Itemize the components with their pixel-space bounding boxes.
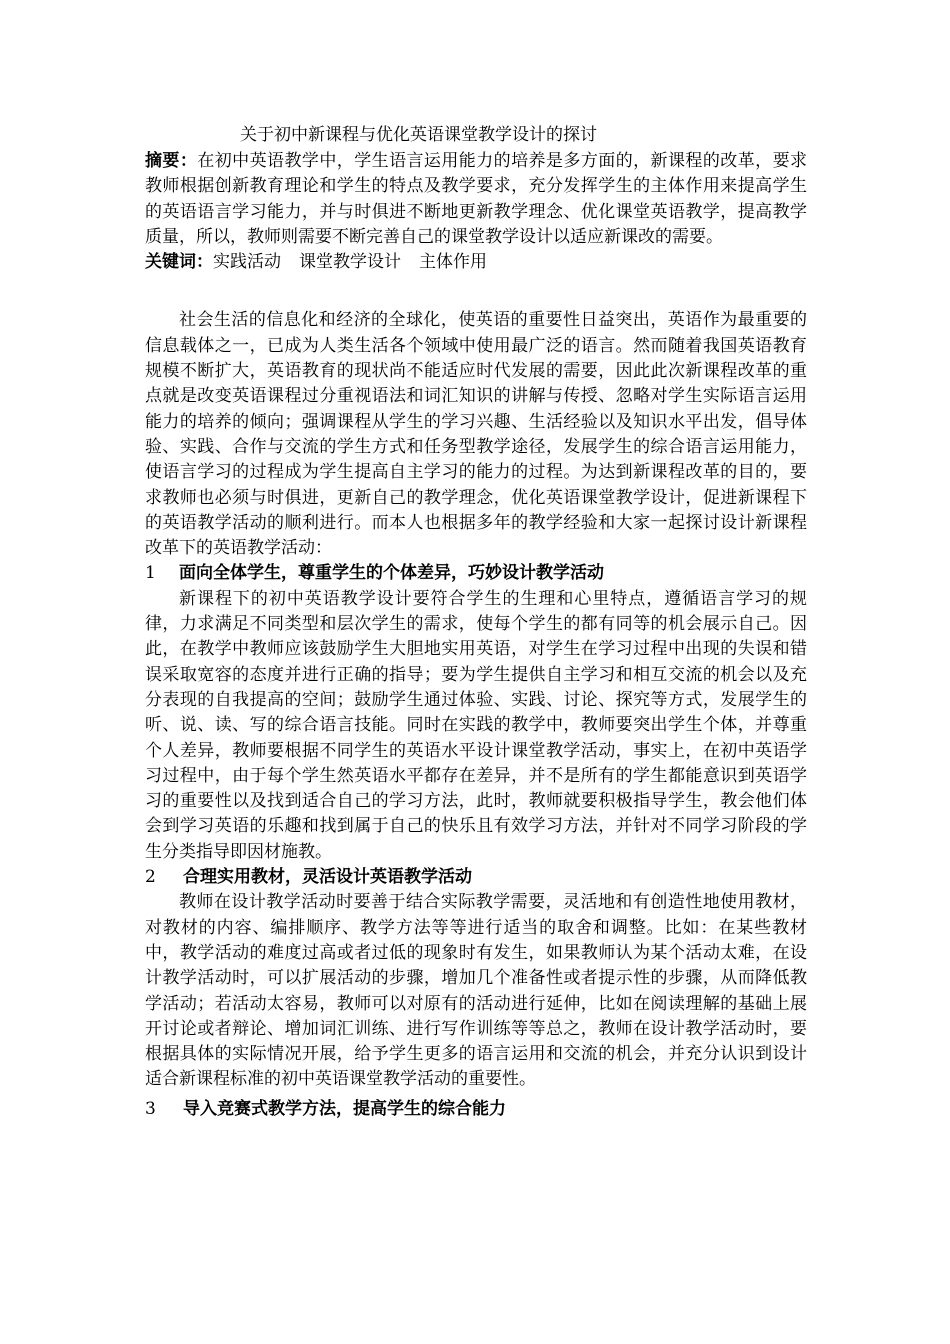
section-number: 1 xyxy=(145,563,156,584)
section-heading-1 xyxy=(145,561,807,586)
section-title: 合理实用教材，灵活设计英语教学活动 xyxy=(183,867,472,888)
section-body-1: 新课程下的初中英语教学设计要符合学生的生理和心里特点，遵循语言学习的规律，力求满足不同类型和层次学生的需求，使每个学生的都有同等的机会展示自己。因此，在教学中教师应该鼓励学生大胆地实用英语，对学生在学习过程中出现的失误和错误采取宽容的态度并进行正确的指导；要为学生提供自主学习和相互交流的机会以及充分表现的自我提高的空间；鼓励学生通过体验、实践、讨论、探究等方式，发展学生的听、说、读、写的综合语言技能。同时在实践的教学中，教师要突出学生个体，并尊重个人差异，教师要根据不同学生的英语水平设计课堂教学活动，事实上，在初中英语学习过程中，由于每个学生然英语水平都存在差异，并不是所有的学生都能意识到英语学习的重要性以及找到适合自己的学习方法，此时，教师就要积极指导学生，教会他们体会到学习英语的乐趣和找到属于自己的快乐且有效学习方法，并针对不同学习阶段的学生分类指导即因材施教。 xyxy=(145,588,807,862)
keywords xyxy=(145,250,807,275)
abstract xyxy=(145,149,807,250)
section-title: 导入竞赛式教学方法，提高学生的综合能力 xyxy=(183,1098,506,1119)
document-body xyxy=(145,122,807,1122)
document-title: 关于初中新课程与优化英语课堂教学设计的探讨 xyxy=(240,125,597,145)
section-number: 3 xyxy=(145,1098,156,1119)
keyword-item: 课堂教学设计 xyxy=(299,252,401,273)
section-heading-3 xyxy=(145,1097,807,1122)
abstract-label: 摘要： xyxy=(145,151,198,171)
keyword-item: 主体作用 xyxy=(419,252,487,273)
section-body-2: 教师在设计教学活动时要善于结合实际教学需要，灵活地和有创造性地使用教材，对教材的内容、编排顺序、教学方法等等进行适当的取舍和调整。比如：在某些教材中，教学活动的难度过高或者过低的现象时有发生，如果教师认为某个活动太难，在设计教学活动时，可以扩展活动的步骤，增加几个准备性或者提示性的步骤，从而降低教学活动；若活动太容易，教师可以对原有的活动进行延伸，比如在阅读理解的基础上展开讨论或者辩论、增加词汇训练、进行写作训练等等总之，教师在设计教学活动时，要根据具体的实际情况开展，给予学生更多的语言运用和交流的机会，并充分认识到设计适合新课程标准的初中英语课堂教学活动的重要性。 xyxy=(145,892,807,1090)
intro-paragraph: 社会生活的信息化和经济的全球化，使英语的重要性日益突出，英语作为最重要的信息载体之一，已成为人类生活各个领域中使用最广泛的语言。然而随着我国英语教育规模不断扩大，英语教育的现状尚不能适应时代发展的需要，因此此次新课程改革的重点就是改变英语课程过分重视语法和词汇知识的讲解与传授、忽略对学生实际语言运用能力的培养的倾向；强调课程从学生的学习兴趣、生活经验以及知识水平出发，倡导体验、实践、合作与交流的学生方式和任务型教学途径，发展学生的综合语言运用能力，使语言学习的过程成为学生提高自主学习的能力的过程。为达到新课程改革的目的，要求教师也必须与时俱进，更新自己的教学理念，优化英语课堂教学设计，促进新课程下的英语教学活动的顺利进行。而本人也根据多年的教学经验和大家一起探讨设计新课程改革下的英语教学活动： xyxy=(145,310,807,559)
keyword-item: 实践活动 xyxy=(213,252,281,273)
paragraph-gap xyxy=(145,275,807,308)
abstract-text: 在初中英语教学中，学生语言运用能力的培养是多方面的，新课程的改革，要求教师根据创新教育理论和学生的特点及教学要求，充分发挥学生的主体作用来提高学生的英语语言学习能力，并与时俱进不断地更新教学理念、优化课堂英语教学，提高教学质量，所以，教师则需要不断完善自己的课堂教学设计以适应新课改的需要。 xyxy=(145,151,808,247)
keywords-label: 关键词： xyxy=(145,252,213,273)
section-heading-2 xyxy=(145,865,807,890)
section-number: 2 xyxy=(145,867,156,888)
section-title: 面向全体学生，尊重学生的个体差异，巧妙设计教学活动 xyxy=(179,563,604,584)
